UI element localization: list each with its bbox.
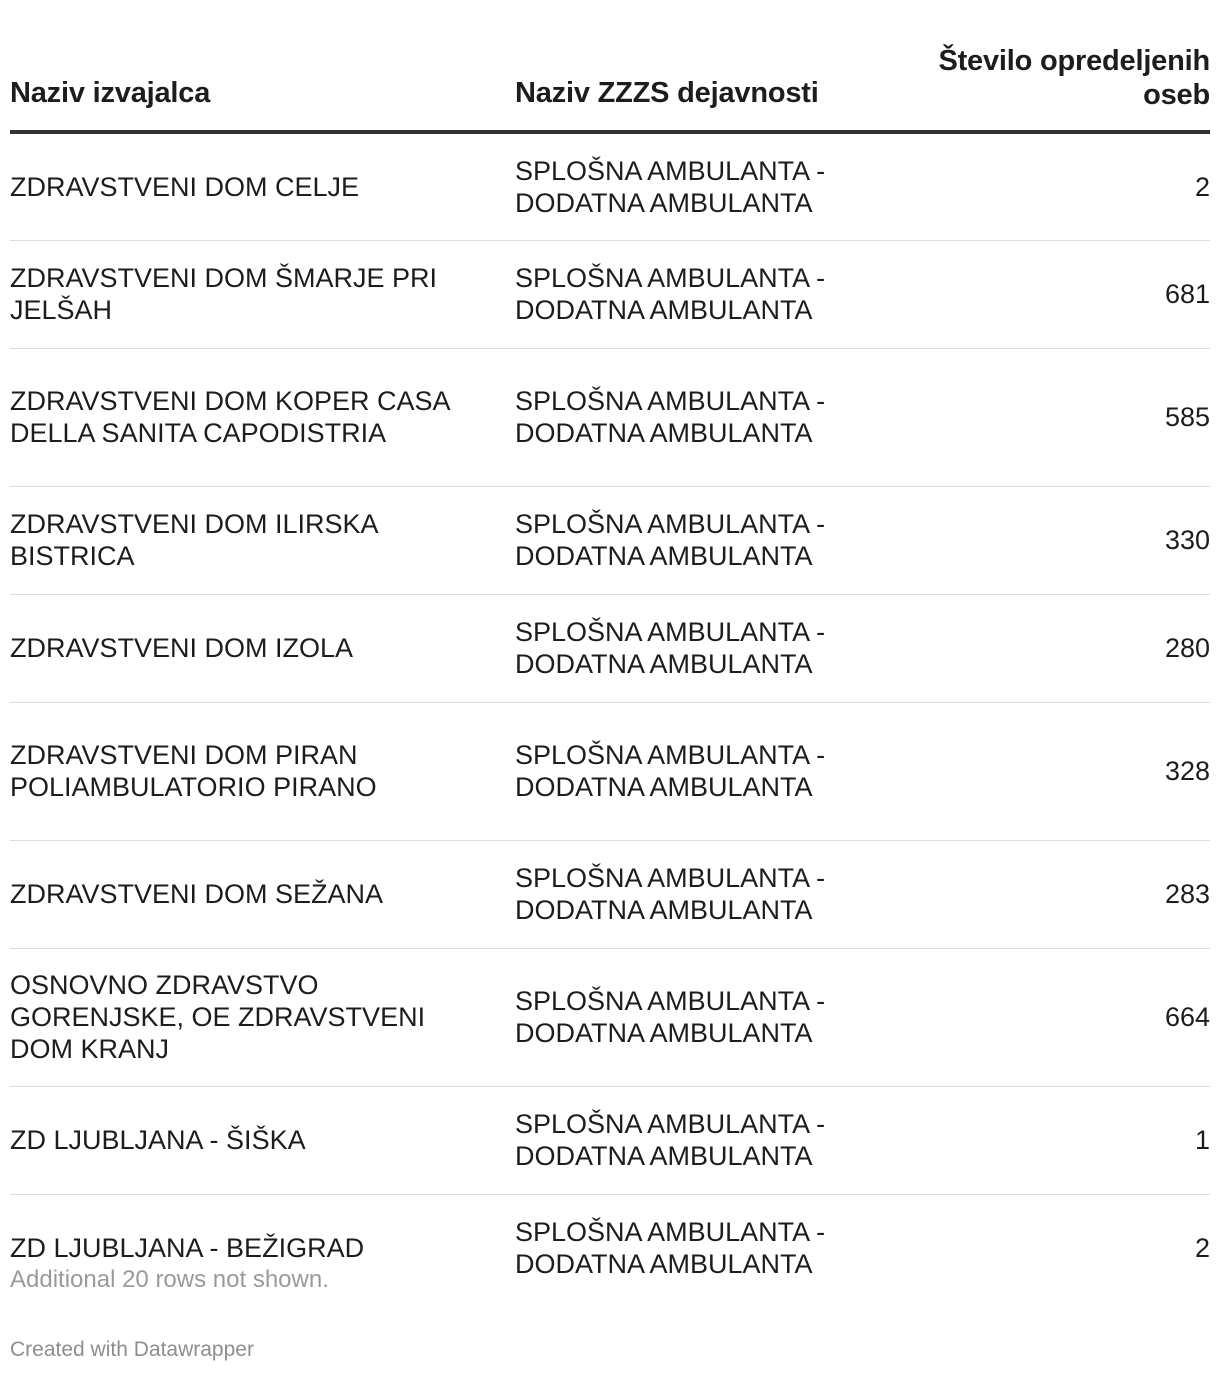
table-row <box>10 348 1210 486</box>
cell-activity: SPLOŠNA AMBULANTA - DODATNA AMBULANTA <box>515 240 935 348</box>
column-header-count[interactable]: Število opredeljenih oseb <box>935 0 1210 132</box>
cell-count: 328 <box>935 702 1210 840</box>
cell-provider: ZDRAVSTVENI DOM ŠMARJE PRI JELŠAH <box>10 240 515 348</box>
table-row <box>10 702 1210 840</box>
credit-line: Created with Datawrapper <box>10 1338 254 1361</box>
table-header <box>10 0 1210 132</box>
cell-activity: SPLOŠNA AMBULANTA - DODATNA AMBULANTA <box>515 840 935 948</box>
cell-activity: SPLOŠNA AMBULANTA - DODATNA AMBULANTA <box>515 1217 826 1280</box>
cell-provider: ZDRAVSTVENI DOM PIRAN POLIAMBULATORIO PIRANO <box>10 702 515 840</box>
table-row <box>10 948 1210 1086</box>
table-body <box>10 132 1210 1302</box>
cell-count: 330 <box>935 486 1210 594</box>
cell-count: 1 <box>935 1086 1210 1194</box>
cell-provider: ZDRAVSTVENI DOM ILIRSKA BISTRICA <box>10 486 515 594</box>
table-row <box>10 594 1210 702</box>
cell-provider: ZDRAVSTVENI DOM SEŽANA <box>10 840 515 948</box>
cell-count: 664 <box>935 948 1210 1086</box>
cell-provider: ZDRAVSTVENI DOM IZOLA <box>10 594 515 702</box>
cell-activity: SPLOŠNA AMBULANTA - DODATNA AMBULANTA <box>515 1086 935 1194</box>
table-notes: Additional 20 rows not shown. <box>10 1266 329 1293</box>
table-row <box>10 486 1210 594</box>
cell-count: 681 <box>935 240 1210 348</box>
cell-activity: SPLOŠNA AMBULANTA - DODATNA AMBULANTA <box>515 594 935 702</box>
cell-provider: ZD LJUBLJANA - BEŽIGRAD <box>10 1233 365 1264</box>
column-header-activity[interactable]: Naziv ZZZS dejavnosti <box>515 0 935 132</box>
table-row <box>10 240 1210 348</box>
table-row <box>10 1086 1210 1194</box>
cell-provider: ZDRAVSTVENI DOM CELJE <box>10 132 515 240</box>
cell-count: 585 <box>935 348 1210 486</box>
data-table <box>10 0 1210 1302</box>
table-row <box>10 132 1210 240</box>
cell-count: 283 <box>935 840 1210 948</box>
data-table-container <box>10 0 1210 1302</box>
cell-activity: SPLOŠNA AMBULANTA - DODATNA AMBULANTA <box>515 486 935 594</box>
cell-activity: SPLOŠNA AMBULANTA - DODATNA AMBULANTA <box>515 348 935 486</box>
cell-count: 2 <box>935 132 1210 240</box>
table-row <box>10 840 1210 948</box>
cell-provider: OSNOVNO ZDRAVSTVO GORENJSKE, OE ZDRAVSTVENI DOM KRANJ <box>10 948 515 1086</box>
cell-provider: ZDRAVSTVENI DOM KOPER CASA DELLA SANITA CAPODISTRIA <box>10 348 515 486</box>
column-header-provider[interactable]: Naziv izvajalca <box>10 0 515 132</box>
cell-activity: SPLOŠNA AMBULANTA - DODATNA AMBULANTA <box>515 132 935 240</box>
cell-count: 2 <box>1194 1233 1210 1264</box>
cell-provider: ZD LJUBLJANA - ŠIŠKA <box>10 1086 515 1194</box>
cell-activity: SPLOŠNA AMBULANTA - DODATNA AMBULANTA <box>515 702 935 840</box>
header-row <box>10 0 1210 132</box>
cell-count: 280 <box>935 594 1210 702</box>
cell-activity: SPLOŠNA AMBULANTA - DODATNA AMBULANTA <box>515 948 935 1086</box>
